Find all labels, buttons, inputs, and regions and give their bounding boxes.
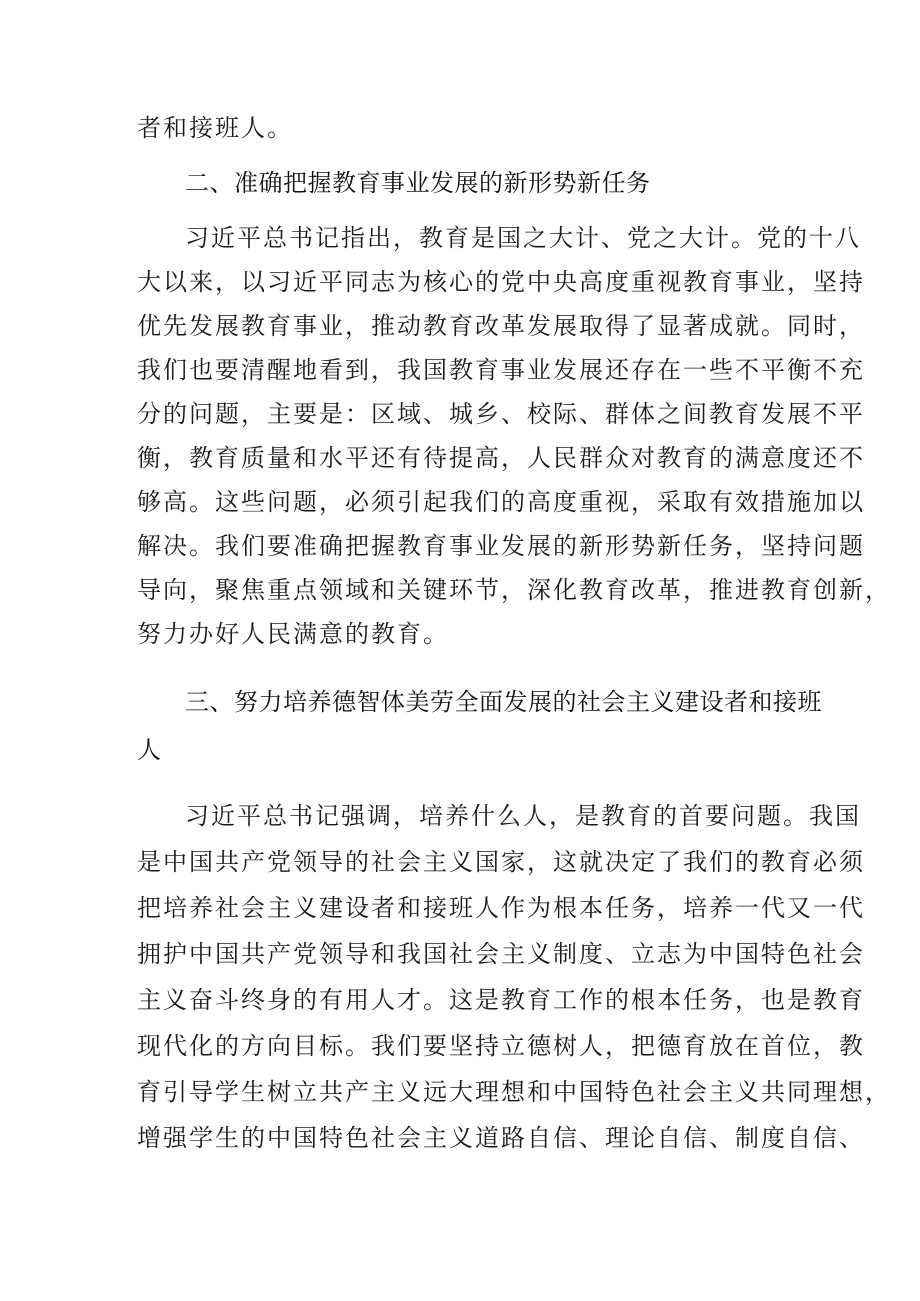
section-3-paragraph-line: 把培养社会主义建设者和接班人作为根本任务，培养一代又一代 — [137, 894, 865, 922]
section-3-heading-line-2: 人 — [137, 736, 162, 764]
section-3-paragraph-line: 育引导学生树立共产主义远大理想和中国特色社会主义共同理想， — [137, 1078, 891, 1106]
section-2-paragraph-line: 导向，聚焦重点领域和关键环节，深化教育改革，推进教育创新， — [137, 576, 891, 604]
section-3-paragraph-line: 习近平总书记强调，培养什么人，是教育的首要问题。我国 — [185, 802, 861, 830]
section-3-paragraph-line: 现代化的方向目标。我们要坚持立德树人，把德育放在首位，教 — [137, 1032, 865, 1060]
section-3-paragraph-line: 增强学生的中国特色社会主义道路自信、理论自信、制度自信、 — [137, 1124, 865, 1152]
section-2-paragraph-line: 习近平总书记指出，教育是国之大计、党之大计。党的十八 — [185, 224, 861, 252]
section-2-paragraph-line: 优先发展教育事业，推动教育改革发展取得了显著成就。同时， — [137, 312, 865, 340]
section-3-heading-line-1: 三、努力培养德智体美劳全面发展的社会主义建设者和接班 — [185, 688, 822, 716]
section-3-paragraph-line: 主义奋斗终身的有用人才。这是教育工作的根本任务，也是教育 — [137, 986, 865, 1014]
section-2-heading: 二、准确把握教育事业发展的新形势新任务 — [185, 169, 651, 197]
section-2-paragraph-line: 够高。这些问题，必须引起我们的高度重视，采取有效措施加以 — [137, 488, 865, 516]
section-2-paragraph-line: 分的问题，主要是：区域、城乡、校际、群体之间教育发展不平 — [137, 400, 865, 428]
section-2-paragraph-line: 衡，教育质量和水平还有待提高，人民群众对教育的满意度还不 — [137, 444, 865, 472]
section-3-paragraph-line: 拥护中国共产党领导和我国社会主义制度、立志为中国特色社会 — [137, 940, 865, 968]
section-2-paragraph-line: 大以来，以习近平同志为核心的党中央高度重视教育事业，坚持 — [137, 268, 865, 296]
section-3-paragraph-line: 是中国共产党领导的社会主义国家，这就决定了我们的教育必须 — [137, 848, 865, 876]
section-2-paragraph-line: 努力办好人民满意的教育。 — [137, 620, 449, 648]
section-2-paragraph-line: 解决。我们要准确把握教育事业发展的新形势新任务，坚持问题 — [137, 532, 865, 560]
intro-tail-line: 者和接班人。 — [137, 114, 293, 142]
section-2-paragraph-line: 我们也要清醒地看到，我国教育事业发展还存在一些不平衡不充 — [137, 356, 865, 384]
